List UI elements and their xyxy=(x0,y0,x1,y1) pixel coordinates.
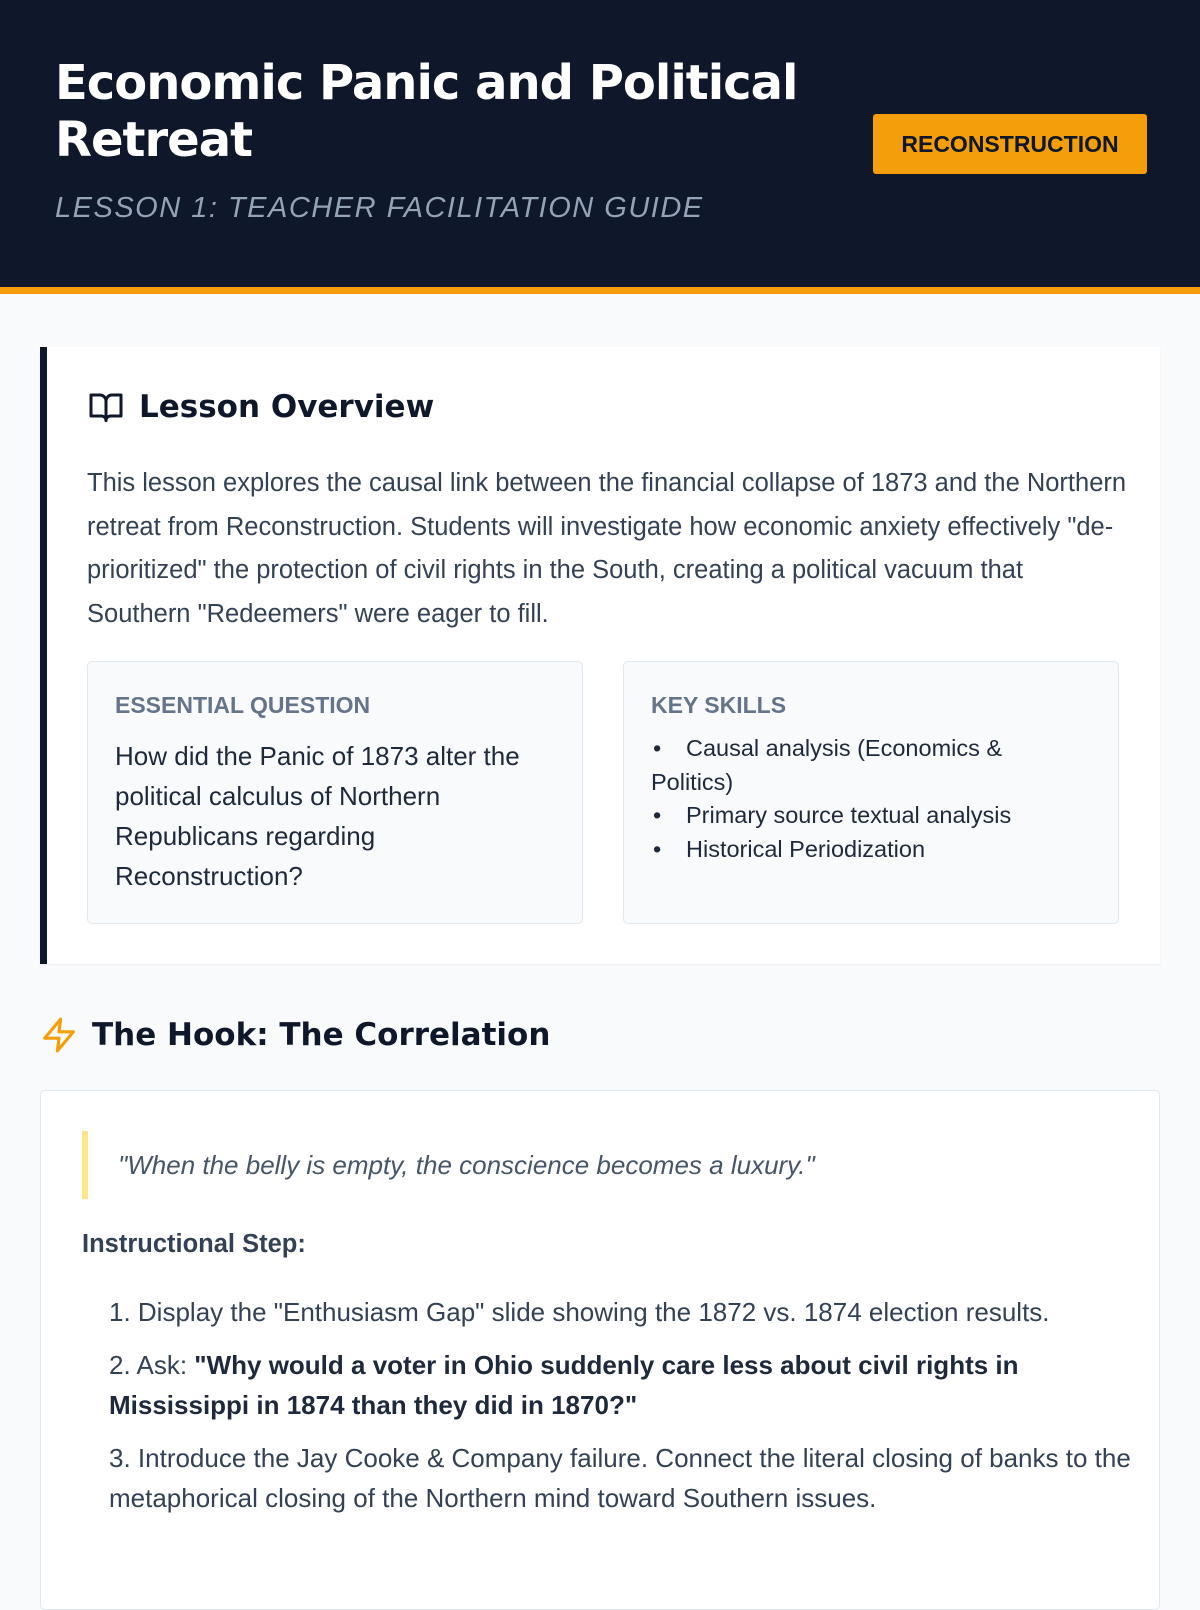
key-skills-card xyxy=(623,661,1119,924)
list-item: 1. Display the "Enthusiasm Gap" slide showing the 1872 vs. 1874 election results. xyxy=(109,1297,1050,1327)
list-item: • Causal analysis (Economics & Politics) xyxy=(651,732,1071,799)
instructional-step-label: Instructional Step: xyxy=(82,1230,306,1258)
essential-question-card xyxy=(87,661,583,924)
list-item: • Primary source textual analysis xyxy=(651,799,1071,833)
hook-quote: "When the belly is empty, the conscience becomes a luxury." xyxy=(82,1131,815,1199)
essential-question-label: ESSENTIAL QUESTION xyxy=(115,692,371,718)
page-title: Economic Panic and Political Retreat xyxy=(55,55,798,168)
page-header xyxy=(0,0,1200,294)
unit-badge: RECONSTRUCTION xyxy=(873,114,1147,174)
hook-heading xyxy=(40,1016,550,1054)
lesson-overview-heading xyxy=(87,389,434,425)
step-question: "Why would a voter in Ohio suddenly care less about civil rights in Mississippi in 1874 than they did in 1870?" xyxy=(109,1350,1019,1420)
list-item xyxy=(109,1345,1139,1425)
lightning-icon xyxy=(40,1016,78,1054)
page-subtitle: LESSON 1: TEACHER FACILITATION GUIDE xyxy=(55,192,704,224)
list-item: • Historical Periodization xyxy=(651,833,1071,867)
open-book-icon xyxy=(87,389,125,425)
instructional-steps-list xyxy=(109,1292,1139,1531)
essential-question-text: How did the Panic of 1873 alter the political calculus of Northern Republicans regarding Reconstruction? xyxy=(115,741,520,891)
section-heading-label: Lesson Overview xyxy=(139,389,435,425)
key-skills-label: KEY SKILLS xyxy=(651,692,787,718)
section-heading-label: The Hook: The Correlation xyxy=(92,1017,551,1053)
key-skills-list xyxy=(651,732,1071,866)
overview-paragraph: This lesson explores the causal link between the financial collapse of 1873 and the Northern retreat from Reconstruction. Students will investigate how economic anxiety effectively "de-prioritized" the protection of civil rights in the South, creating a political vacuum that Southern "Redeemers" were eager to fill. xyxy=(87,469,1127,628)
list-item: 3. Introduce the Jay Cooke & Company failure. Connect the literal closing of banks to the metaphorical closing of the Northern mind toward Southern issues. xyxy=(109,1443,1131,1513)
step-prefix: 2. Ask: xyxy=(109,1350,195,1380)
